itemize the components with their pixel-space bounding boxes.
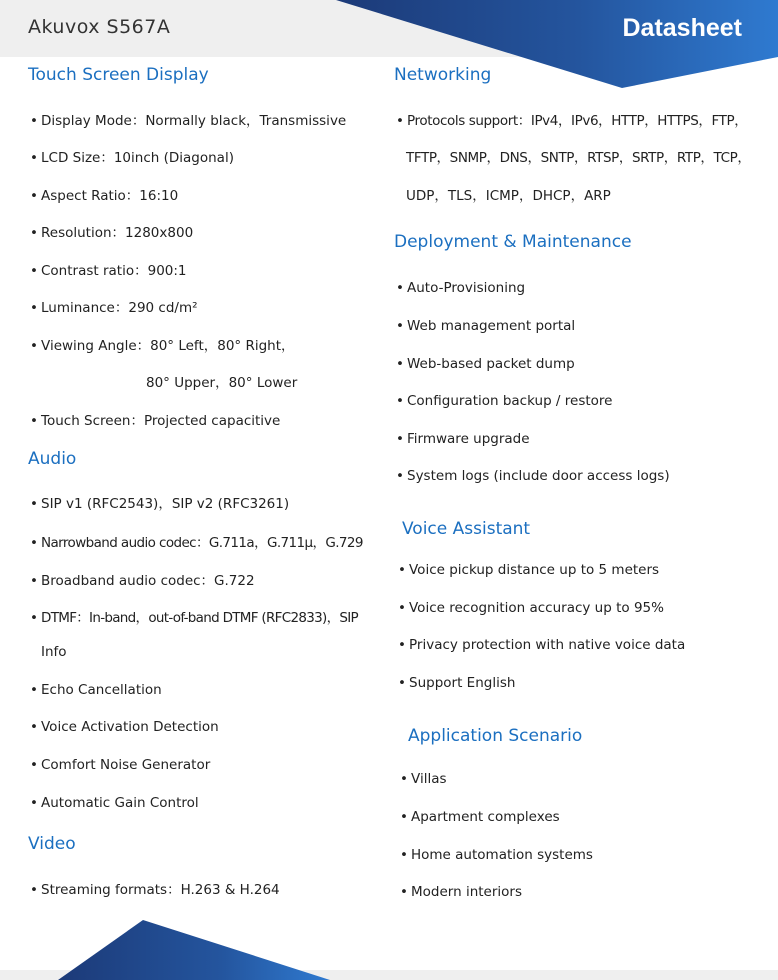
- list-item: • Broadband audio codec：G.722: [30, 573, 255, 589]
- list-item: • Streaming formats：H.263 & H.264: [30, 882, 280, 898]
- bullet-icon: •: [30, 413, 38, 429]
- section-title-deployment: Deployment & Maintenance: [394, 232, 632, 252]
- list-item: • Configuration backup / restore: [396, 393, 613, 409]
- bullet-icon: •: [396, 318, 404, 334]
- bullet-icon: •: [30, 610, 38, 626]
- list-item-continuation: TFTP，SNMP，DNS，SNTP，RTSP，SRTP，RTP，TCP，: [406, 150, 751, 166]
- section-title-video: Video: [28, 834, 76, 854]
- list-item: • Protocols support：IPv4，IPv6，HTTP，HTTPS，FTP，: [396, 113, 748, 129]
- footer-banner-wedge: [0, 920, 778, 980]
- list-item: • Voice recognition accuracy up to 95%: [398, 600, 664, 616]
- list-item: • Voice Activation Detection: [30, 719, 219, 735]
- bullet-icon: •: [30, 188, 38, 204]
- bullet-icon: •: [30, 113, 38, 129]
- bullet-icon: •: [400, 847, 408, 863]
- section-title-touch-screen: Touch Screen Display: [28, 65, 209, 85]
- bullet-icon: •: [396, 431, 404, 447]
- list-item: • Villas: [400, 771, 447, 787]
- section-title-networking: Networking: [394, 65, 492, 85]
- list-item: • Modern interiors: [400, 884, 522, 900]
- list-item: • Contrast ratio：900:1: [30, 263, 187, 279]
- list-item: • Privacy protection with native voice data: [398, 637, 686, 653]
- list-item: • Web-based packet dump: [396, 356, 575, 372]
- bullet-icon: •: [30, 496, 38, 512]
- list-item: • LCD Size：10inch (Diagonal): [30, 150, 234, 166]
- bullet-icon: •: [398, 675, 406, 691]
- list-item: • Firmware upgrade: [396, 431, 530, 447]
- bullet-icon: •: [400, 884, 408, 900]
- list-item: • Luminance：290 cd/m²: [30, 300, 198, 316]
- bullet-icon: •: [30, 882, 38, 898]
- list-item-continuation: 80° Upper，80° Lower: [146, 375, 298, 391]
- bullet-icon: •: [30, 573, 38, 589]
- section-title-audio: Audio: [28, 449, 77, 469]
- bullet-icon: •: [398, 637, 406, 653]
- bullet-icon: •: [400, 809, 408, 825]
- list-item: • Display Mode：Normally black，Transmissive: [30, 113, 347, 129]
- list-item: • Apartment complexes: [400, 809, 560, 825]
- section-title-application-scenario: Application Scenario: [408, 726, 583, 746]
- list-item-continuation: Info: [41, 644, 67, 660]
- list-item: • Touch Screen：Projected capacitive: [30, 413, 281, 429]
- bullet-icon: •: [396, 113, 404, 129]
- bullet-icon: •: [398, 600, 406, 616]
- bullet-icon: •: [30, 757, 38, 773]
- datasheet-title: Datasheet: [622, 14, 742, 42]
- list-item-continuation: UDP，TLS，ICMP，DHCP，ARP: [406, 188, 611, 204]
- list-item: • Echo Cancellation: [30, 682, 162, 698]
- bullet-icon: •: [396, 356, 404, 372]
- list-item: • Support English: [398, 675, 516, 691]
- list-item: • Auto-Provisioning: [396, 280, 526, 296]
- bullet-icon: •: [30, 338, 38, 354]
- list-item: • Narrowband audio codec：G.711a，G.711μ，G.729: [30, 535, 363, 551]
- bullet-icon: •: [396, 393, 404, 409]
- bullet-icon: •: [30, 682, 38, 698]
- bullet-icon: •: [30, 535, 38, 551]
- bullet-icon: •: [30, 300, 38, 316]
- bullet-icon: •: [30, 719, 38, 735]
- bullet-icon: •: [396, 280, 404, 296]
- list-item: • Aspect Ratio：16:10: [30, 188, 179, 204]
- section-title-voice-assistant: Voice Assistant: [402, 519, 531, 539]
- list-item: • Comfort Noise Generator: [30, 757, 211, 773]
- bullet-icon: •: [398, 562, 406, 578]
- list-item: • Voice pickup distance up to 5 meters: [398, 562, 660, 578]
- list-item: • Web management portal: [396, 318, 576, 334]
- bullet-icon: •: [30, 150, 38, 166]
- list-item: • Resolution：1280x800: [30, 225, 194, 241]
- list-item: • Viewing Angle：80° Left，80° Right，: [30, 338, 295, 354]
- list-item: • Automatic Gain Control: [30, 795, 199, 811]
- list-item: • Home automation systems: [400, 847, 593, 863]
- bullet-icon: •: [400, 771, 408, 787]
- list-item: • SIP v1 (RFC2543)，SIP v2 (RFC3261): [30, 496, 290, 512]
- bullet-icon: •: [396, 468, 404, 484]
- list-item: • System logs (include door access logs): [396, 468, 670, 484]
- list-item: • DTMF：In-band，out-of-band DTMF (RFC2833)，SIP: [30, 610, 358, 626]
- bullet-icon: •: [30, 225, 38, 241]
- bullet-icon: •: [30, 263, 38, 279]
- product-name: Akuvox S567A: [28, 16, 171, 38]
- bullet-icon: •: [30, 795, 38, 811]
